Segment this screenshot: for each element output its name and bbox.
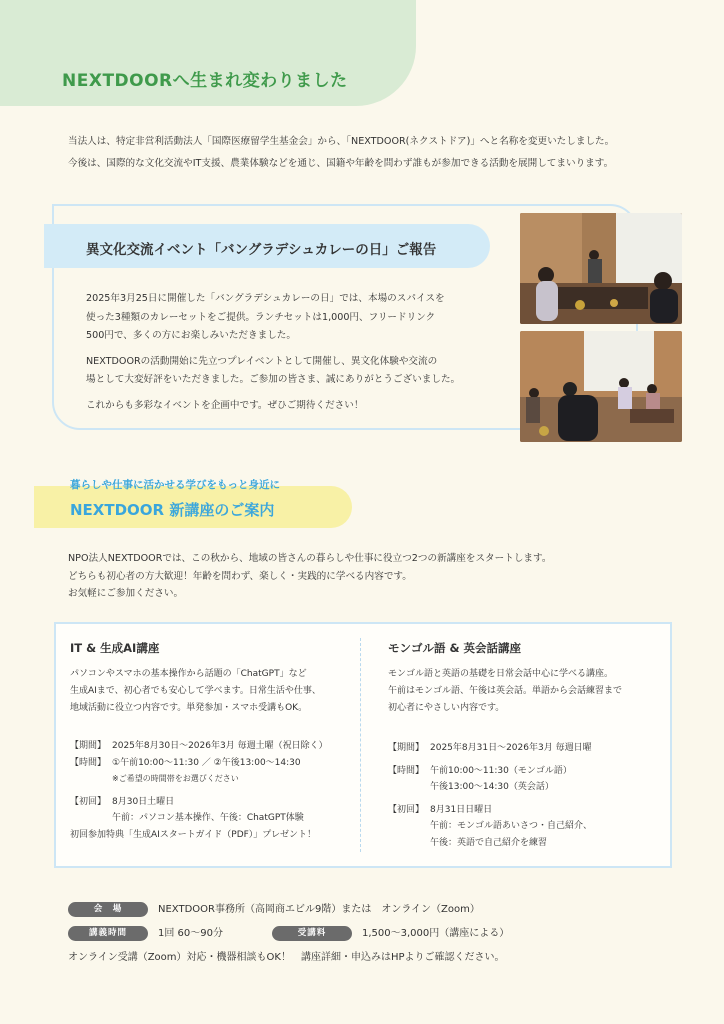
courses-intro-line: NPO法人NEXTDOORでは、この秋から、地域の皆さんの暮らしや仕事に役立つ2つの新講座をスタートします。 bbox=[68, 553, 552, 564]
lang-time-value: 午前10:00〜11:30（モンゴル語） bbox=[430, 765, 572, 776]
page-title: NEXTDOORへ生まれ変わりました bbox=[62, 71, 348, 91]
it-first-label: 【初回】 bbox=[70, 796, 107, 807]
lang-desc-line: 午前はモンゴル語、午後は英会話。単語から会話練習まで bbox=[388, 686, 623, 696]
courses-title: NEXTDOOR 新講座のご案内 bbox=[70, 501, 275, 519]
it-period-value: 2025年8月30日〜2026年3月 毎週土曜（祝日除く） bbox=[112, 741, 328, 751]
fee-label: 受講料 bbox=[272, 926, 352, 941]
lang-period-value: 2025年8月31日〜2026年3月 毎週日曜 bbox=[430, 743, 592, 753]
lang-period-label: 【期間】 bbox=[388, 743, 425, 753]
it-course-title: IT & 生成AI講座 bbox=[70, 641, 160, 655]
report-paragraph bbox=[86, 353, 500, 390]
it-course-info bbox=[70, 738, 355, 843]
lang-first-label: 【初回】 bbox=[388, 804, 425, 815]
lang-course-info bbox=[388, 740, 668, 851]
it-time-note-row bbox=[70, 771, 355, 788]
report-body bbox=[86, 290, 500, 422]
lang-first-row bbox=[388, 802, 668, 819]
report-line: 使った3種類のカレーセットをご提供。ランチセットは1,000円、フリードリンク bbox=[86, 311, 436, 323]
it-first-detail: 午前：パソコン基本操作、午後：ChatGPT体験 bbox=[112, 813, 304, 823]
lang-desc-line: 初心者にやさしい内容です。 bbox=[388, 703, 505, 713]
courses-intro-line: どちらも初心者の方大歓迎！年齢を問わず、楽しく・実践的に学べる内容です。 bbox=[68, 570, 412, 582]
it-bonus: 初回参加特典「生成AIスタートガイド（PDF）」プレゼント！ bbox=[70, 829, 316, 840]
lang-course-title: モンゴル語 & 英会話講座 bbox=[388, 641, 522, 655]
it-time-label: 【時間】 bbox=[70, 757, 107, 768]
it-desc-line: パソコンやスマホの基本操作から話題の「ChatGPT」など bbox=[70, 669, 307, 679]
it-time-value: ①午前10:00〜11:30 ／ ②午後13:00〜14:30 bbox=[112, 757, 301, 768]
it-bonus-row bbox=[70, 827, 355, 844]
event-photo-2 bbox=[520, 331, 682, 442]
intro-text bbox=[68, 131, 614, 175]
courses-intro bbox=[68, 550, 551, 603]
report-line: 500円で、多くの方にお楽しみいただきました。 bbox=[86, 330, 296, 341]
it-first-detail-row bbox=[70, 810, 355, 827]
lang-first-detail: 午後：英語で自己紹介を練習 bbox=[430, 837, 548, 848]
it-time-note: ※ご希望の時間帯をお選びください bbox=[112, 774, 239, 783]
report-title: 異文化交流イベント「バングラデシュカレーの日」ご報告 bbox=[86, 242, 437, 258]
intro-line: 今後は、国際的な文化交流やIT支援、農業体験などを通じ、国籍や年齢を問わず誰もが参加できる活動を展開してまいります。 bbox=[68, 158, 614, 169]
lang-time-value: 午後13:00〜14:30（英会話） bbox=[430, 782, 554, 792]
info-note: オンライン受講（Zoom）対応・機器相談もOK！ 講座詳細・申込みはHPよりご確認ください。 bbox=[68, 952, 505, 963]
fee-value: 1,500〜3,000円（講座による） bbox=[362, 928, 510, 939]
lang-first-detail-row-2 bbox=[388, 835, 668, 852]
lang-course-description bbox=[388, 666, 622, 717]
courses-divider bbox=[360, 638, 361, 852]
it-desc-line: 地域活動に役立つ内容です。単発参加・スマホ受講もOK。 bbox=[70, 703, 308, 713]
lang-desc-line: モンゴル語と英語の基礎を日常会話中心に学べる講座。 bbox=[388, 669, 614, 679]
intro-line: 当法人は、特定非営利活動法人「国際医療留学生基金会」から、「NEXTDOOR(ネクストドア)」へと名称を変更いたしました。 bbox=[68, 136, 615, 147]
lang-first-value: 8月31日日曜日 bbox=[430, 804, 493, 815]
report-line: 2025年3月25日に開催した「バングラデシュカレーの日」では、本場のスパイスを bbox=[86, 293, 445, 304]
courses-subtitle: 暮らしや仕事に活かせる学びをもっと身近に bbox=[70, 479, 280, 491]
venue-value: NEXTDOOR事務所（高岡商エビル9階）または オンライン（Zoom） bbox=[158, 904, 480, 915]
it-period-row bbox=[70, 738, 355, 755]
courses-intro-line: お気軽にご参加ください。 bbox=[68, 588, 184, 599]
it-desc-line: 生成AIまで、初心者でも安心して学べます。日常生活や仕事、 bbox=[70, 686, 321, 696]
it-first-value: 8月30日土曜日 bbox=[112, 796, 175, 807]
report-line: 場として大変好評をいただきました。ご参加の皆さま、誠にありがとうございました。 bbox=[86, 374, 461, 385]
lang-first-detail: 午前：モンゴル語あいさつ・自己紹介、 bbox=[430, 821, 593, 831]
lang-time-label: 【時間】 bbox=[388, 765, 425, 776]
lang-time-row-2 bbox=[388, 779, 668, 796]
it-course-description bbox=[70, 666, 321, 717]
it-period-label: 【期間】 bbox=[70, 741, 107, 751]
report-paragraph bbox=[86, 290, 500, 346]
it-time-row bbox=[70, 755, 355, 772]
lang-time-row bbox=[388, 763, 668, 780]
duration-value: 1回 60〜90分 bbox=[158, 928, 223, 939]
lang-first-detail-row bbox=[388, 818, 668, 835]
event-photo-1 bbox=[520, 213, 682, 324]
it-first-row bbox=[70, 794, 355, 811]
duration-label: 講義時間 bbox=[68, 926, 148, 941]
venue-label: 会 場 bbox=[68, 902, 148, 917]
report-line: NEXTDOORの活動開始に先立つプレイベントとして開催し、異文化体験や交流の bbox=[86, 355, 438, 367]
report-paragraph: これからも多彩なイベントを企画中です。ぜひご期待ください！ bbox=[86, 399, 364, 411]
lang-period-row bbox=[388, 740, 668, 757]
